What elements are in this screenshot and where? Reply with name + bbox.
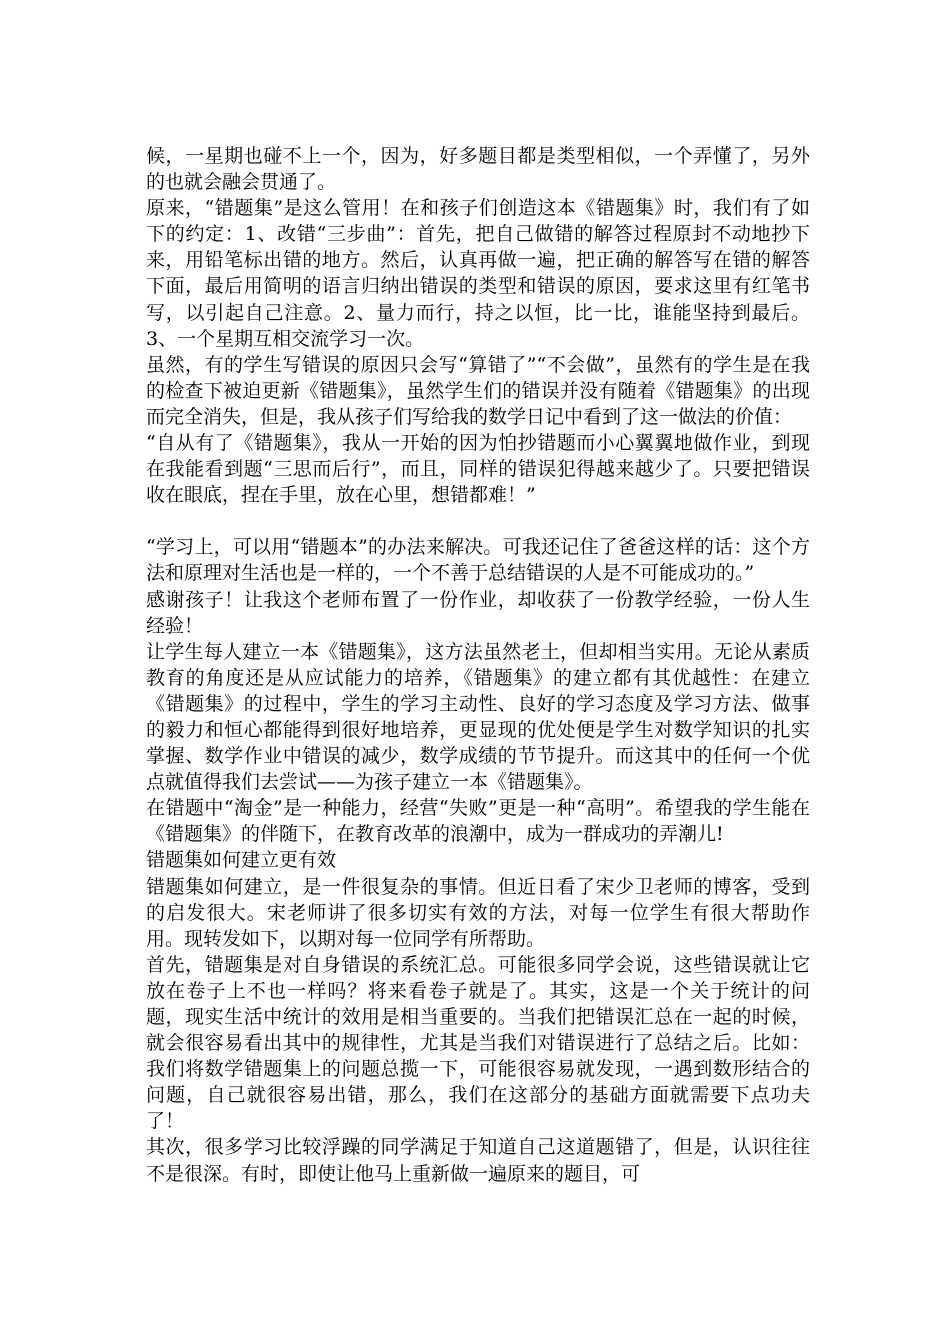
paragraph-2: 原来，“错题集”是这么管用！在和孩子们创造这本《错题集》时，我们有了如下的约定：1、改错“三步曲”：首先，把自己做错的解答过程原封不动地抄下来，用铅笔标出错的地方。然后，认真再做一遍，把正确的解答写在错的解答下面，最后用简明的语言归纳出错误的类型和错误的原因，要求这里有红笔书写，以引起自己注意。2、量力而行，持之以恒，比一比，谁能坚持到最后。3、一个星期互相交流学习一次。 (146, 197, 810, 350)
paragraph-5-quote: “学习上，可以用“错题本”的办法来解决。可我还记住了爸爸这样的话：这个方法和原理对生活也是一样的，一个不善于总结错误的人是不可能成功的。” (146, 536, 810, 585)
paragraph-9: 错题集如何建立，是一件很复杂的事情。但近日看了宋少卫老师的博客，受到的启发很大。宋老师讲了很多切实有效的方法，对每一位学生有很大帮助作用。现转发如下，以期对每一位同学有所帮助。 (146, 875, 810, 950)
paragraph-1: 候，一星期也碰不上一个，因为，好多题目都是类型相似，一个弄懂了，另外的也就会融会贯通了。 (146, 145, 810, 194)
paragraph-3: 虽然，有的学生写错误的原因只会写“算错了”“不会做”，虽然有的学生是在我的检查下被迫更新《错题集》，虽然学生们的错误并没有随着《错题集》的出现而完全消失，但是，我从孩子们写给我的数学日记中看到了这一做法的价值： (146, 353, 810, 428)
paragraph-4-quote: “自从有了《错题集》，我从一开始的因为怕抄错题而小心翼翼地做作业，到现在我能看到题“三思而后行”，而且，同样的错误犯得越来越少了。只要把错误收在眼底，捏在手里，放在心里，想错都难！” (146, 432, 810, 507)
paragraph-7: 让学生每人建立一本《错题集》，这方法虽然老土，但却相当实用。无论从素质教育的角度还是从应试能力的培养，《错题集》的建立都有其优越性：在建立《错题集》的过程中，学生的学习主动性、良好的学习态度及学习方法、做事的毅力和恒心都能得到很好地培养，更显现的优处便是学生对数学知识的扎实掌握、数学作业中错误的减少，数学成绩的节节提升。而这其中的任何一个优点就值得我们去尝试——为孩子建立一本《错题集》。 (146, 640, 810, 794)
paragraph-8: 在错题中“淘金”是一种能力，经营“失败”更是一种“高明”。希望我的学生能在《错题集》的伴随下，在教育改革的浪潮中，成为一群成功的弄潮儿! (146, 797, 810, 846)
section-heading: 错题集如何建立更有效 (146, 849, 337, 872)
document-body (146, 143, 810, 1187)
paragraph-6: 感谢孩子！让我这个老师布置了一份作业，却收获了一份教学经验，一份人生经验！ (146, 588, 810, 637)
blank-line (146, 508, 810, 534)
paragraph-11: 其次，很多学习比较浮躁的同学满足于知道自己这道题错了，但是，认识往往不是很深。有时，即使让他马上重新做一遍原来的题目，可 (146, 1136, 810, 1185)
paragraph-10: 首先，错题集是对自身错误的系统汇总。可能很多同学会说，这些错误就让它放在卷子上不也一样吗？将来看卷子就是了。其实，这是一个关于统计的问题，现实生活中统计的效用是相当重要的。当我们把错误汇总在一起的时候，就会很容易看出其中的规律性，尤其是当我们对错误进行了总结之后。比如：我们将数学错题集上的问题总揽一下，可能很容易就发现，一遇到数形结合的问题，自己就很容易出错，那么，我们在这部分的基础方面就需要下点功夫了！ (146, 953, 810, 1133)
